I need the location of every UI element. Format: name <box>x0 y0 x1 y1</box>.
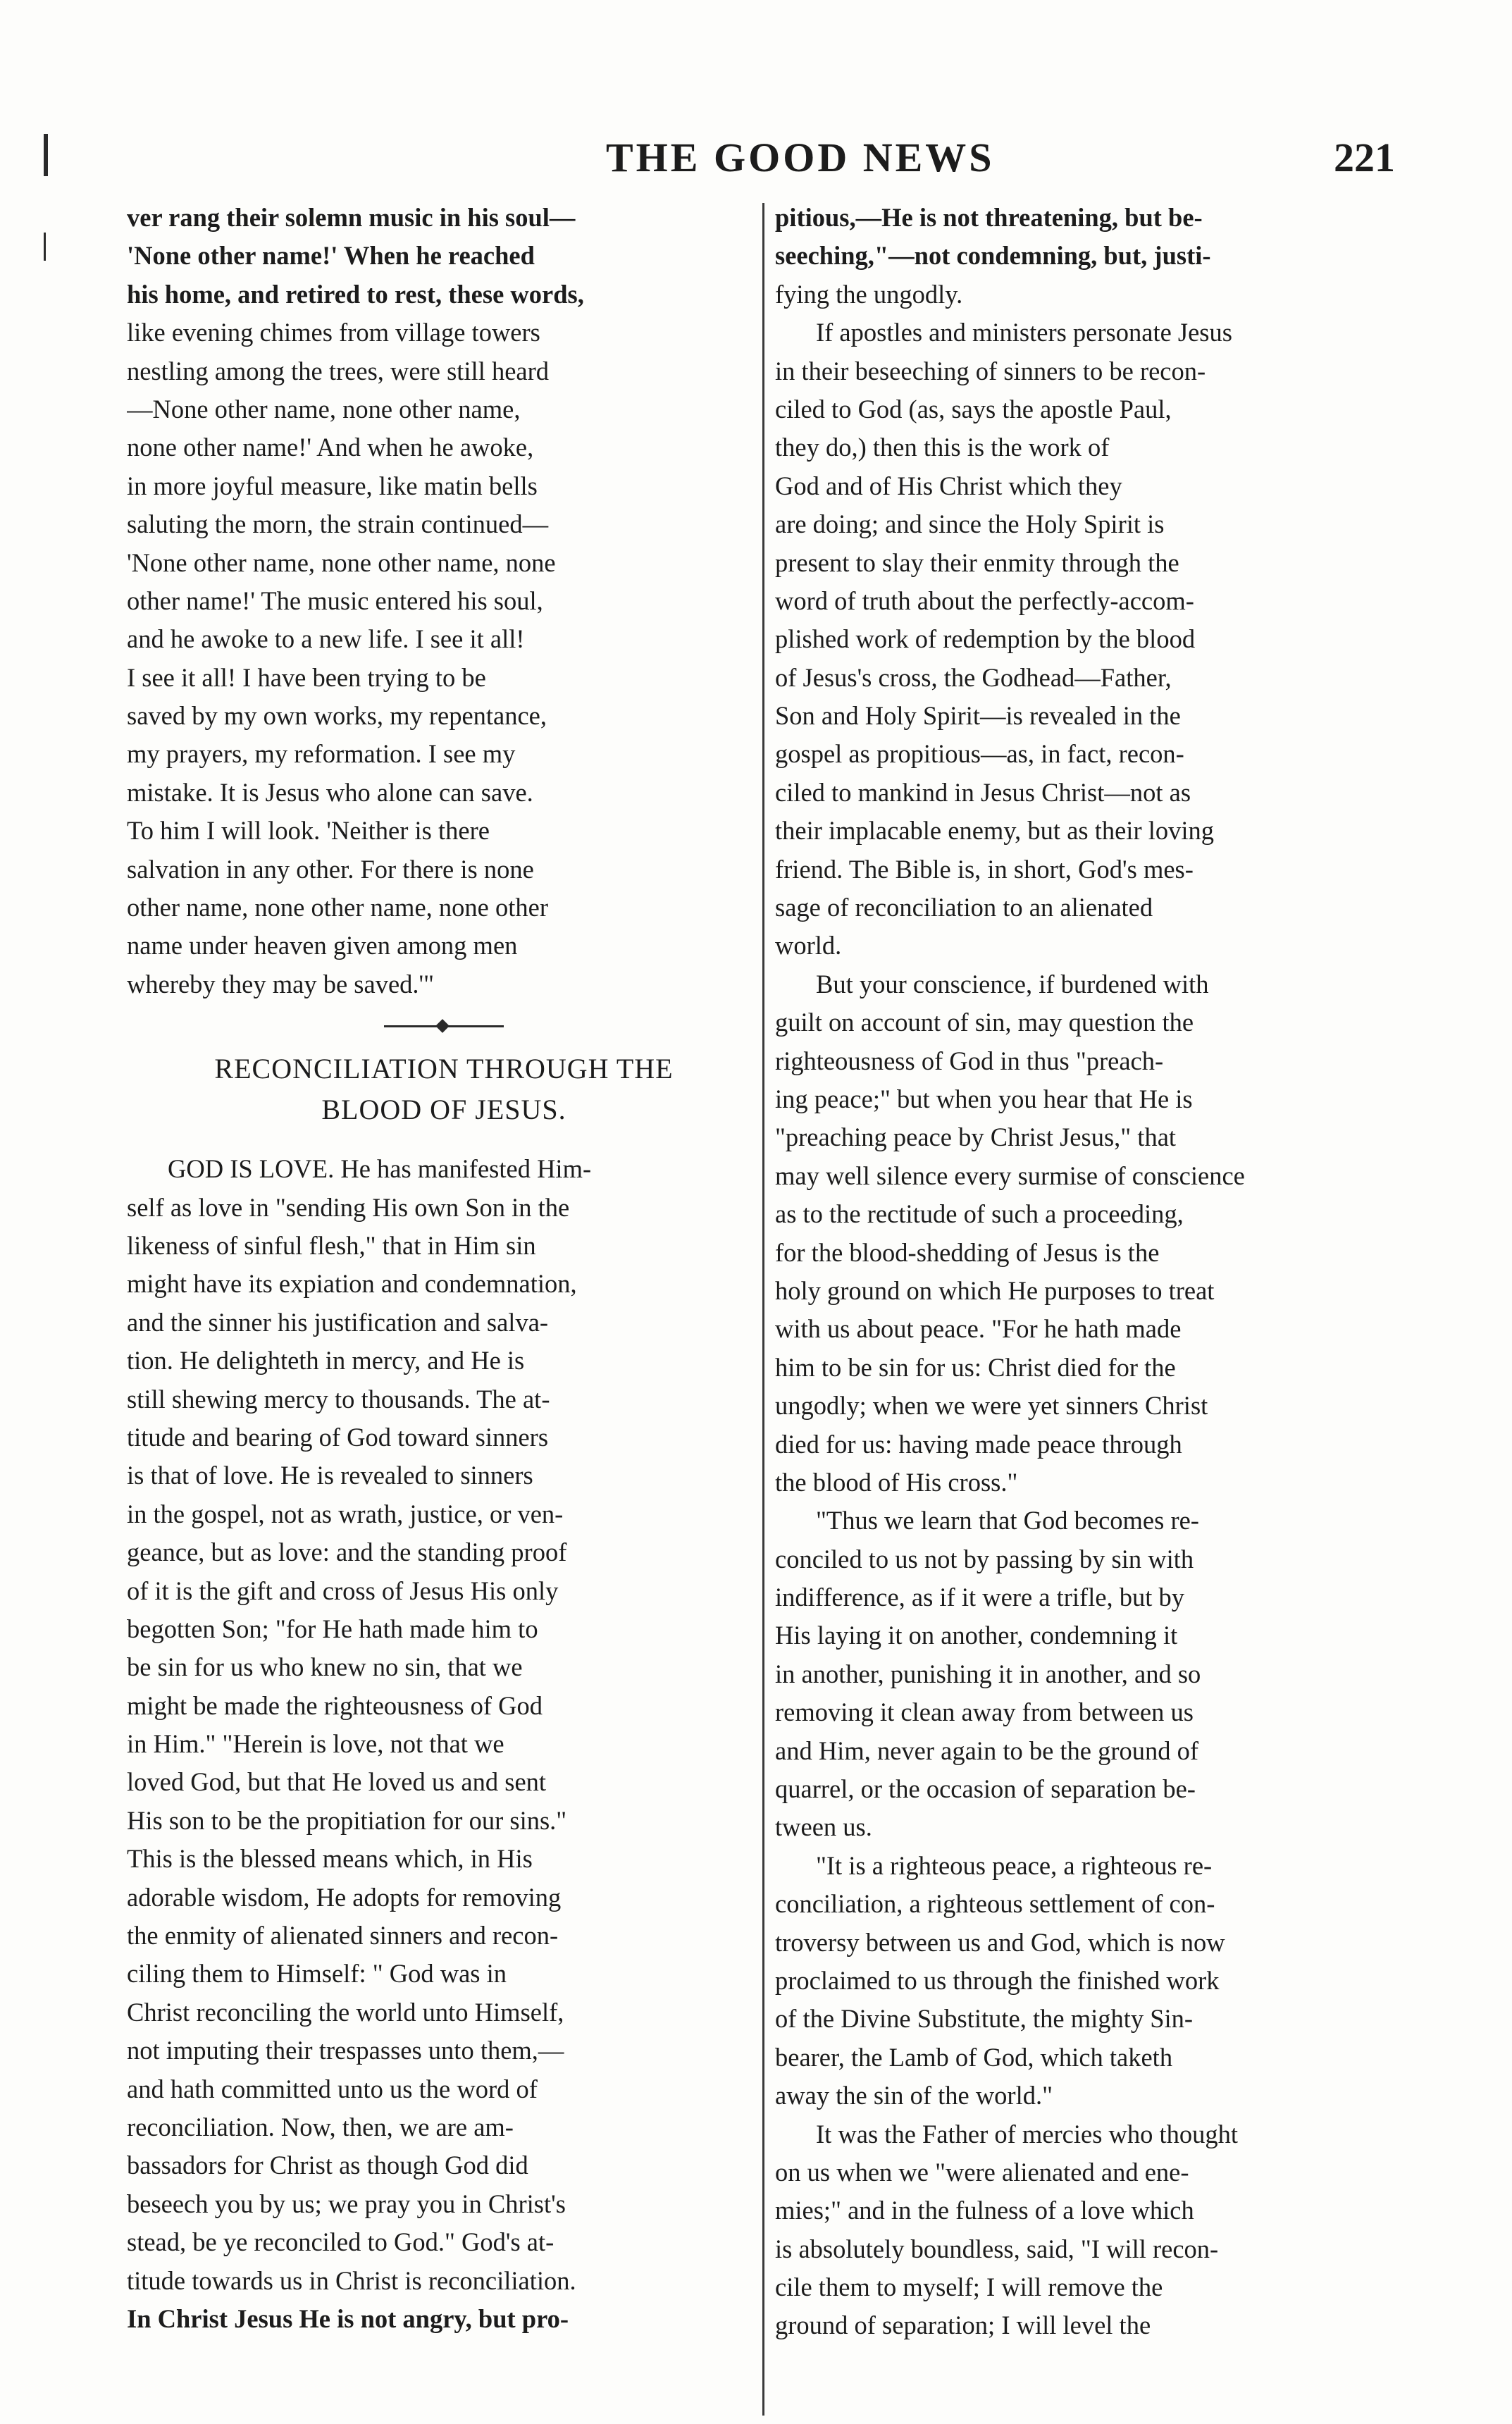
page-number: 221 <box>1334 135 1395 180</box>
text-line: titude towards us in Christ is reconciliation. <box>127 2265 576 2295</box>
text-line: ciling them to Himself: " God was in <box>127 1959 507 1989</box>
text-line: 'None other name!' When he reached <box>127 241 535 271</box>
text-line: titude and bearing of God toward sinners <box>127 1422 549 1452</box>
text-line: and hath committed unto us the word of <box>127 2074 538 2103</box>
text-line: saluting the morn, the strain continued— <box>127 509 549 539</box>
binding-edge-mark-lower <box>44 233 46 261</box>
text-line: loved God, but that He loved us and sent <box>127 1767 547 1797</box>
text-line: salvation in any other. For there is none <box>127 854 534 884</box>
section-ornament <box>127 1003 761 1049</box>
heading-line: BLOOD OF JESUS. <box>321 1094 566 1126</box>
text-line: their implacable enemy, but as their loving <box>775 816 1215 846</box>
text-line: indifference, as if it were a trifle, but by <box>775 1583 1185 1612</box>
text-line: —None other name, none other name, <box>127 394 521 423</box>
column-divider <box>762 203 764 2416</box>
text-line: "It is a righteous peace, a righteous re- <box>816 1850 1213 1880</box>
text-line: word of truth about the perfectly-accom- <box>775 586 1194 615</box>
text-line: likeness of sinful flesh," that in Him sin <box>127 1230 536 1260</box>
text-line: might have its expiation and condemnation, <box>127 1269 577 1299</box>
text-line: ground of separation; I will level the <box>775 2311 1151 2340</box>
text-line: geance, but as love: and the standing proof <box>127 1538 567 1567</box>
text-line: saved by my own works, my repentance, <box>127 701 547 731</box>
text-line: world. <box>775 931 842 960</box>
text-line: begotten Son; "for He hath made him to <box>127 1614 538 1643</box>
text-line: the enmity of alienated sinners and recon- <box>127 1921 559 1950</box>
text-line: Christ reconciling the world unto Himself, <box>127 1997 564 2027</box>
text-line: In Christ Jesus He is not angry, but pro- <box>127 2304 569 2333</box>
text-line: like evening chimes from village towers <box>127 318 540 347</box>
text-line: holy ground on which He purposes to treat <box>775 1275 1215 1305</box>
text-line: bassadors for Christ as though God did <box>127 2151 528 2180</box>
article-body-left <box>127 1150 761 2338</box>
text-line: conciled to us not by passing by sin with <box>775 1544 1194 1573</box>
running-head <box>127 127 1395 190</box>
text-line: might be made the righteousness of God <box>127 1690 543 1720</box>
text-line: His son to be the propitiation for our sins." <box>127 1805 567 1835</box>
text-line: cile them to myself; I will remove the <box>775 2272 1163 2302</box>
text-line: guilt on account of sin, may question the <box>775 1008 1194 1037</box>
text-line: His laying it on another, condemning it <box>775 1621 1178 1650</box>
binding-edge-mark <box>44 134 48 176</box>
ornament-rule <box>384 1025 504 1027</box>
text-line: friend. The Bible is, in short, God's mes- <box>775 854 1194 884</box>
text-line: Son and Holy Spirit—is revealed in the <box>775 701 1181 731</box>
text-line: reconciliation. Now, then, we are am- <box>127 2112 514 2141</box>
text-line: 'None other name, none other name, none <box>127 548 556 577</box>
ornament-diamond <box>435 1019 450 1033</box>
text-line: God and of His Christ which they <box>775 471 1122 500</box>
text-line: of the Divine Substitute, the mighty Sin- <box>775 2004 1194 2034</box>
heading-spacer <box>127 1130 761 1150</box>
text-line: in another, punishing it in another, and so <box>775 1659 1201 1688</box>
text-line: righteousness of God in thus "preach- <box>775 1046 1164 1075</box>
text-line: GOD IS LOVE. He has manifested Him- <box>168 1154 592 1184</box>
right-column <box>775 199 1409 2345</box>
left-column-opening-text <box>127 199 761 1003</box>
text-line: self as love in "sending His own Son in the <box>127 1192 570 1222</box>
text-line: "preaching peace by Christ Jesus," that <box>775 1123 1177 1152</box>
text-line: and Him, never again to be the ground of <box>775 1736 1199 1765</box>
text-line: mies;" and in the fulness of a love which <box>775 2196 1194 2225</box>
text-line: But your conscience, if burdened with <box>816 969 1209 998</box>
text-line: other name!' The music entered his soul, <box>127 586 543 615</box>
text-line: still shewing mercy to thousands. The at- <box>127 1384 550 1414</box>
text-line: conciliation, a righteous settlement of con- <box>775 1889 1215 1919</box>
text-line: name under heaven given among men <box>127 931 518 960</box>
text-line: may well silence every surmise of conscience <box>775 1161 1245 1190</box>
text-line: sage of reconciliation to an alienated <box>775 893 1153 922</box>
text-line: gospel as propitious—as, in fact, recon- <box>775 739 1184 769</box>
text-line: be sin for us who knew no sin, that we <box>127 1652 523 1682</box>
text-line: plished work of redemption by the blood <box>775 624 1196 654</box>
text-line: is that of love. He is revealed to sinners <box>127 1461 533 1490</box>
text-line: and he awoke to a new life. I see it all! <box>127 624 525 654</box>
text-line: ing peace;" but when you hear that He is <box>775 1084 1193 1113</box>
text-line: of Jesus's cross, the Godhead—Father, <box>775 662 1172 692</box>
text-line: the blood of His cross." <box>775 1467 1018 1497</box>
text-line: of it is the gift and cross of Jesus His only <box>127 1576 559 1605</box>
text-line: in their beseeching of sinners to be recon- <box>775 356 1206 385</box>
text-line: they do,) then this is the work of <box>775 433 1110 462</box>
text-line: him to be sin for us: Christ died for the <box>775 1352 1176 1382</box>
text-line: It was the Father of mercies who thought <box>816 2119 1239 2148</box>
text-line: tion. He delighteth in mercy, and He is <box>127 1346 525 1375</box>
text-line: bearer, the Lamb of God, which taketh <box>775 2042 1173 2072</box>
text-line: present to slay their enmity through the <box>775 548 1179 577</box>
text-line: mistake. It is Jesus who alone can save. <box>127 777 533 807</box>
text-line: pitious,—He is not threatening, but be- <box>775 203 1203 232</box>
text-line: seeching,"—not condemning, but, justi- <box>775 241 1211 271</box>
text-line: quarrel, or the occasion of separation be- <box>775 1774 1196 1804</box>
text-line: away the sin of the world." <box>775 2081 1053 2110</box>
text-line: whereby they may be saved.'" <box>127 969 435 998</box>
text-line: nestling among the trees, were still heard <box>127 356 550 385</box>
text-line: his home, and retired to rest, these words, <box>127 279 584 309</box>
text-line: as to the rectitude of such a proceeding, <box>775 1199 1184 1229</box>
text-line: in more joyful measure, like matin bells <box>127 471 538 500</box>
text-line: for the blood-shedding of Jesus is the <box>775 1237 1160 1267</box>
text-line: troversy between us and God, which is now <box>775 1927 1225 1957</box>
text-line: removing it clean away from between us <box>775 1698 1194 1727</box>
text-line: ungodly; when we were yet sinners Christ <box>775 1391 1208 1421</box>
text-line: stead, be ye reconciled to God." God's at- <box>127 2227 554 2257</box>
text-line: in Him." "Herein is love, not that we <box>127 1729 504 1759</box>
article-heading <box>127 1049 761 1130</box>
text-line: is absolutely boundless, said, "I will recon- <box>775 2234 1219 2263</box>
text-line: ciled to God (as, says the apostle Paul, <box>775 394 1172 423</box>
text-line: other name, none other name, none other <box>127 893 548 922</box>
text-line: are doing; and since the Holy Spirit is <box>775 509 1165 539</box>
text-line: proclaimed to us through the finished work <box>775 1965 1220 1995</box>
text-line: and the sinner his justification and salva- <box>127 1307 549 1337</box>
left-column <box>127 199 761 2338</box>
text-line: To him I will look. 'Neither is there <box>127 816 490 846</box>
text-line: on us when we "were alienated and ene- <box>775 2157 1189 2187</box>
text-line: If apostles and ministers personate Jesus <box>816 318 1232 347</box>
running-head-title: THE GOOD NEWS <box>606 135 995 180</box>
text-line: I see it all! I have been trying to be <box>127 662 486 692</box>
text-line: with us about peace. "For he hath made <box>775 1314 1182 1344</box>
text-line: not imputing their trespasses unto them,— <box>127 2036 564 2065</box>
text-line: ver rang their solemn music in his soul— <box>127 203 576 232</box>
heading-line: RECONCILIATION THROUGH THE <box>214 1053 674 1085</box>
text-line: adorable wisdom, He adopts for removing <box>127 1882 562 1912</box>
text-line: in the gospel, not as wrath, justice, or ven- <box>127 1499 564 1528</box>
text-line: tween us. <box>775 1812 872 1842</box>
text-line: This is the blessed means which, in His <box>127 1844 533 1874</box>
text-line: ciled to mankind in Jesus Christ—not as <box>775 777 1191 807</box>
text-line: my prayers, my reformation. I see my <box>127 739 516 769</box>
text-line: beseech you by us; we pray you in Christ's <box>127 2189 566 2218</box>
article-body-right <box>775 199 1409 2345</box>
text-line: died for us: having made peace through <box>775 1429 1182 1459</box>
text-line: none other name!' And when he awoke, <box>127 433 534 462</box>
text-line: "Thus we learn that God becomes re- <box>816 1506 1199 1535</box>
text-line: fying the ungodly. <box>775 279 963 309</box>
